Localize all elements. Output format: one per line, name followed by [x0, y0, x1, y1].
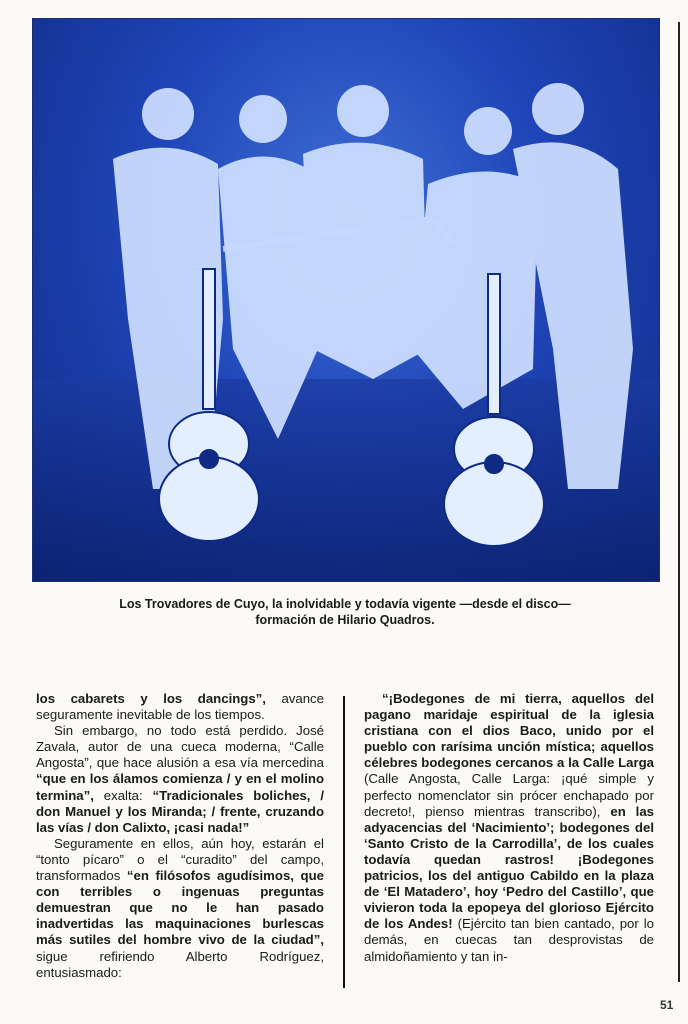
paragraph: Sin embargo, no todo está perdido. José Zavala, autor de una cueca moderna, “Calle Angosta”, que hace alusión a esa vía mercedina “que en los álamos comienza / y en el molino termina”, exalta: “Tradicionales boliches, / don Manuel y los Miranda; / frente, cruzando las vías / don Calixto, ¡casi nada!” — [36, 723, 324, 835]
page-edge-line — [678, 22, 680, 982]
photo-los-trovadores-de-cuyo — [32, 18, 660, 582]
paragraph: los cabarets y los dancings”, avance seguramente inevitable de los tiempos. — [36, 691, 324, 723]
band-photo-illustration — [33, 19, 659, 581]
column-divider — [343, 696, 345, 988]
text-column-right — [364, 691, 654, 965]
paragraph: Seguramente en ellos, aún hoy, estarán el “tonto pícaro” o el “curadito” del campo, transformados “en filósofos agudísimos, que con terribles o ingenuas preguntas demuestran que no le han pasado inadvertidas las maquinaciones burlescas más sutiles del hombre vivo de la ciudad”, sigue refiriendo Alberto Rodríguez, entusiasmado: — [36, 835, 324, 980]
paragraph: “¡Bodegones de mi tierra, aquellos del pagano maridaje espiritual de la iglesia cristiana con el dios Baco, unido por el pueblo con rarísima unción mística; aquellos célebres bodegones cercanos a la Calle Larga (Calle Angosta, Calle Larga: ¡qué simple y perfecto nomenclator sin prócer enchapado por decreto!, pienso mientras transcribo), en las adyacencias del ‘Nacimiento’; bodegones del ‘Santo Cristo de la Carrodilla’, de los cuales todavía quedan rastros! ¡Bodegones patricios, los del antiguo Cabildo en la plaza de ‘El Matadero’, hoy ‘Pedro del Castillo’, que vivieron toda la epopeya del glorioso Ejército de los Andes! (Ejército tan bien cantado, por lo demás, en cuecas tan desprovistas de almidoñamiento y tan in- — [364, 691, 655, 964]
text-column-left — [36, 691, 324, 981]
photo-caption: Los Trovadores de Cuyo, la inolvidable y todavía vigente —desde el disco— formación de Hilario Quadros. — [119, 597, 571, 627]
page-number: 51 — [660, 998, 674, 1012]
